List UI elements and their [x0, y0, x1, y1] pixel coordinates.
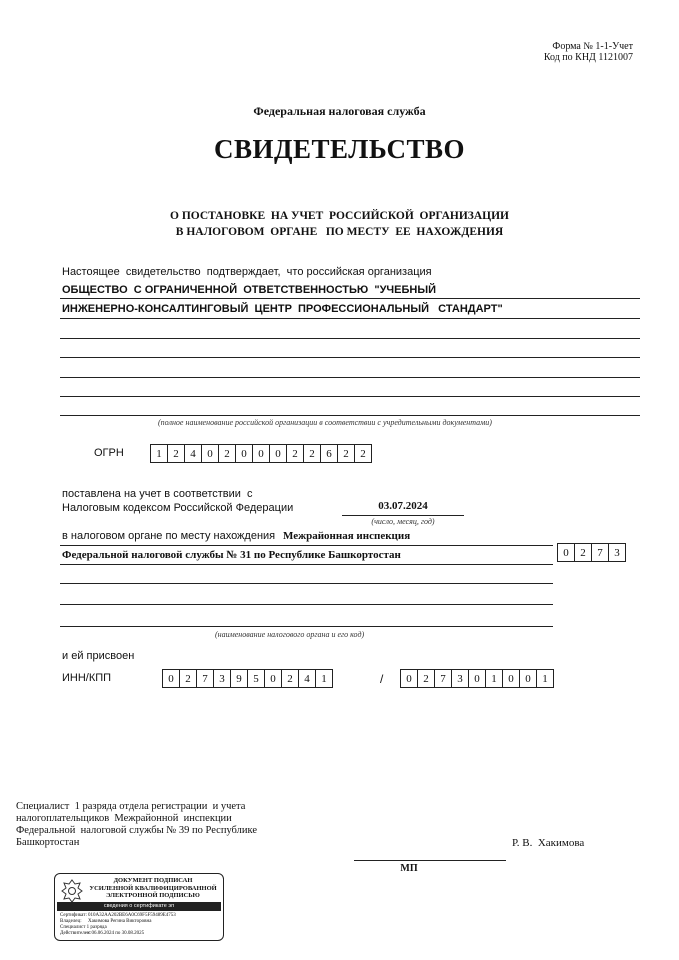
inn-digit: 2 [179, 669, 197, 688]
tax-office-line-1 [60, 564, 553, 565]
ogrn-digit: 2 [286, 444, 304, 463]
cert-value: 010A32AA202BE6A0C69F5F59489E4753 [88, 913, 176, 918]
ogrn-cells [150, 444, 371, 463]
form-number [544, 41, 633, 63]
inn-digit: 9 [230, 669, 248, 688]
registered-line-2: Налоговым кодексом Российской Федерации [62, 502, 294, 514]
owner-value: Хакимова Регина Викторовна [88, 919, 152, 924]
kpp-digit: 1 [536, 669, 554, 688]
tax-office-line-4 [60, 626, 553, 627]
kpp-digit: 7 [434, 669, 452, 688]
subtitle-line-1: О ПОСТАНОВКЕ НА УЧЕТ РОССИЙСКОЙ ОРГАНИЗАЦИИ [170, 210, 509, 222]
owner-label: Владелец: [60, 919, 82, 924]
org-line-2 [60, 318, 640, 319]
signatory-line-4: Башкортостан [16, 837, 80, 848]
tax-office-line-2 [60, 583, 553, 584]
ogrn-digit: 4 [184, 444, 202, 463]
tax-office-code-digit: 0 [557, 543, 575, 562]
stamp-header-line-3: ЭЛЕКТРОННОЙ ПОДПИСЬЮ [106, 892, 200, 899]
ogrn-digit: 0 [235, 444, 253, 463]
ogrn-digit: 2 [167, 444, 185, 463]
date-caption: (число, месяц, год) [371, 517, 435, 526]
tax-office-prefix: в налоговом органе по месту нахождения [62, 530, 276, 542]
tax-office-caption: (наименование налогового органа и его код) [215, 630, 365, 639]
knd-code-line: Код по КНД 1121007 [543, 52, 633, 63]
stamp-bar: сведения о сертификате эп [57, 902, 221, 911]
ogrn-digit: 1 [150, 444, 168, 463]
ogrn-digit: 2 [218, 444, 236, 463]
kpp-digit: 0 [519, 669, 537, 688]
kpp-digit: 0 [502, 669, 520, 688]
tax-office-name-2: Федеральной налоговой службы № 31 по Республике Башкортостан [62, 549, 401, 561]
org-line-3 [60, 338, 640, 339]
inn-digit: 4 [298, 669, 316, 688]
ogrn-digit: 0 [269, 444, 287, 463]
ogrn-digit: 0 [252, 444, 270, 463]
agency-name: Федеральная налоговая служба [253, 104, 426, 118]
org-name-line-2: ИНЖЕНЕРНО-КОНСАЛТИНГОВЫЙ ЦЕНТР ПРОФЕССИОНАЛЬНЫЙ СТАНДАРТ" [62, 303, 503, 315]
tax-office-line-0 [60, 545, 553, 546]
intro-text: Настоящее свидетельство подтверждает, что российская организация [62, 266, 432, 278]
document-title: СВИДЕТЕЛЬСТВО [213, 134, 466, 164]
kpp-cells [400, 669, 553, 688]
owner-role: Специалист 1 разряда [60, 925, 107, 930]
cert-label: Сертификат: [60, 913, 87, 918]
inn-digit: 5 [247, 669, 265, 688]
tax-office-code-digit: 3 [608, 543, 626, 562]
tax-office-code-cells [557, 543, 625, 562]
signature-line [354, 860, 506, 861]
registration-date: 03.07.2024 [378, 500, 428, 512]
kpp-digit: 1 [485, 669, 503, 688]
stamp-header-line-2: УСИЛЕННОЙ КВАЛИФИЦИРОВАННОЙ [89, 884, 217, 892]
kpp-digit: 3 [451, 669, 469, 688]
kpp-digit: 0 [468, 669, 486, 688]
inn-digit: 7 [196, 669, 214, 688]
tax-office-name-1: Межрайонная инспекция [283, 530, 411, 542]
date-underline [342, 515, 464, 516]
signatory-line-2: налогоплательщиков Межрайонной инспекции [16, 813, 232, 824]
inn-digit: 0 [264, 669, 282, 688]
org-line-7 [60, 415, 640, 416]
tax-office-code-digit: 2 [574, 543, 592, 562]
ogrn-digit: 2 [337, 444, 355, 463]
signatory-line-1: Специалист 1 разряда отдела регистрации и учета [16, 801, 246, 812]
ogrn-digit: 2 [303, 444, 321, 463]
org-line-4 [60, 357, 640, 358]
stamp-header [85, 877, 221, 900]
kpp-digit: 0 [400, 669, 418, 688]
inn-digit: 3 [213, 669, 231, 688]
e-signature-stamp [54, 873, 224, 941]
ogrn-label: ОГРН [94, 447, 124, 459]
inn-kpp-label: ИНН/КПП [62, 672, 112, 684]
inn-digit: 1 [315, 669, 333, 688]
stamp-header-line-1: ДОКУМЕНТ ПОДПИСАН [113, 877, 193, 884]
inn-digit: 0 [162, 669, 180, 688]
signatory-line-3: Федеральной налоговой службы № 39 по Республике [16, 825, 257, 836]
inn-digit: 2 [281, 669, 299, 688]
signatory-name: Р. В. Хакимова [512, 837, 585, 849]
stamp-details [60, 913, 176, 937]
org-name-caption: (полное наименование российской организации в соответствии с учредительными документами) [158, 418, 492, 427]
registered-line-1: поставлена на учет в соответствии с [62, 488, 253, 500]
tax-office-code-digit: 7 [591, 543, 609, 562]
mp-mark: МП [400, 863, 418, 874]
ogrn-digit: 0 [201, 444, 219, 463]
valid-value: с 06.06.2024 по 30.08.2025 [88, 931, 145, 936]
org-name-line-1: ОБЩЕСТВО С ОГРАНИЧЕННОЙ ОТВЕТСТВЕННОСТЬЮ "УЧЕБНЫЙ [62, 284, 437, 296]
document-subtitle [0, 208, 679, 240]
inn-kpp-separator: / [380, 672, 384, 686]
form-number-line: Форма № 1-1-Учет [552, 41, 633, 52]
emblem-icon [60, 878, 84, 904]
valid-label: Действителен: [60, 931, 91, 936]
tax-office-line-3 [60, 604, 553, 605]
kpp-digit: 2 [417, 669, 435, 688]
inn-cells [162, 669, 332, 688]
org-line-1 [60, 298, 640, 299]
signatory-position [16, 801, 257, 849]
org-line-5 [60, 377, 640, 378]
assigned-text: и ей присвоен [62, 650, 135, 662]
ogrn-digit: 2 [354, 444, 372, 463]
org-line-6 [60, 396, 640, 397]
subtitle-line-2: В НАЛОГОВОМ ОРГАНЕ ПО МЕСТУ ЕЕ НАХОЖДЕНИЯ [175, 226, 504, 238]
ogrn-digit: 6 [320, 444, 338, 463]
